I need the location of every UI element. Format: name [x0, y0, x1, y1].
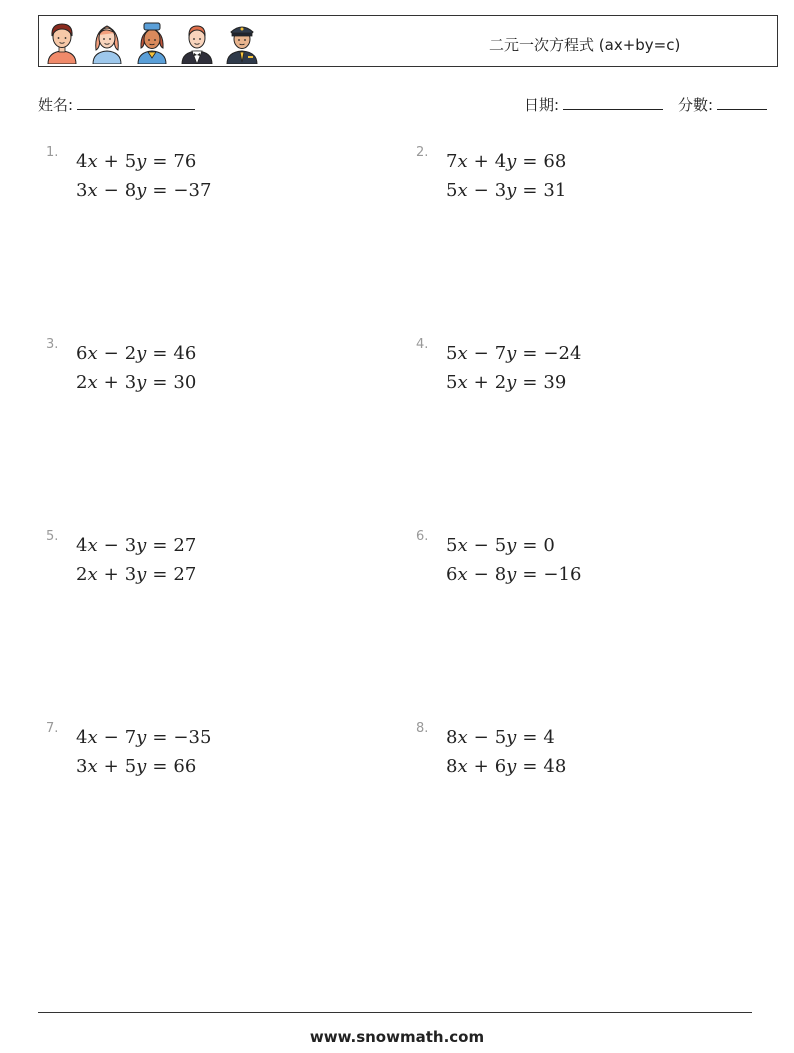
waiter-avatar-icon: [180, 20, 214, 64]
coef-b: 8: [124, 180, 137, 201]
constant: 27: [173, 564, 197, 585]
operator: −: [103, 343, 119, 364]
var-y: y: [136, 535, 147, 556]
var-x: x: [457, 756, 468, 777]
equation-1: [76, 727, 211, 753]
problem-item: [416, 721, 756, 801]
equation-2: [76, 564, 196, 590]
problem-number: 1.: [46, 145, 59, 160]
date-blank[interactable]: [563, 95, 663, 110]
constant: −16: [543, 564, 582, 585]
equals-sign: =: [152, 756, 168, 777]
problem-item: [46, 145, 386, 225]
equals-sign: =: [152, 727, 168, 748]
coef-b: 7: [124, 727, 137, 748]
coef-a: 7: [446, 151, 458, 172]
constant: 46: [173, 343, 197, 364]
constant: 31: [543, 180, 567, 201]
pilot-avatar-icon: [225, 20, 259, 64]
operator: +: [103, 151, 119, 172]
problem-item: [46, 337, 386, 417]
var-y: y: [506, 372, 517, 393]
coef-b: 8: [494, 564, 507, 585]
operator: −: [103, 727, 119, 748]
equation-1: [76, 535, 196, 561]
var-x: x: [87, 180, 98, 201]
equals-sign: =: [522, 756, 538, 777]
coef-b: 2: [494, 372, 507, 393]
equation-1: [76, 343, 196, 369]
equals-sign: =: [152, 372, 168, 393]
var-y: y: [506, 564, 517, 585]
var-x: x: [457, 372, 468, 393]
name-blank[interactable]: [77, 95, 195, 110]
var-y: y: [136, 564, 147, 585]
coef-a: 3: [76, 756, 88, 777]
coef-b: 2: [124, 343, 137, 364]
coef-b: 7: [494, 343, 507, 364]
boy-avatar-icon: [45, 20, 79, 64]
operator: −: [473, 564, 489, 585]
name-label: 姓名:: [38, 96, 74, 114]
name-field[interactable]: [38, 94, 195, 115]
equals-sign: =: [152, 343, 168, 364]
coef-b: 5: [124, 756, 137, 777]
var-y: y: [506, 535, 517, 556]
equals-sign: =: [522, 343, 538, 364]
problem-number: 7.: [46, 721, 59, 736]
operator: +: [103, 372, 119, 393]
equation-2: [446, 180, 566, 206]
problem-number: 4.: [416, 337, 429, 352]
score-field[interactable]: [678, 94, 767, 115]
equals-sign: =: [522, 564, 538, 585]
equation-2: [76, 756, 196, 782]
var-y: y: [506, 151, 517, 172]
equation-2: [446, 372, 566, 398]
date-field[interactable]: [524, 94, 663, 115]
var-x: x: [457, 151, 468, 172]
equals-sign: =: [152, 564, 168, 585]
header-box: [38, 15, 778, 67]
flight-attendant-avatar-icon: [135, 20, 169, 64]
coef-a: 4: [76, 151, 88, 172]
constant: 27: [173, 535, 197, 556]
constant: 4: [543, 727, 555, 748]
var-x: x: [87, 343, 98, 364]
problem-number: 3.: [46, 337, 59, 352]
coef-b: 6: [494, 756, 507, 777]
constant: 39: [543, 372, 567, 393]
coef-b: 3: [124, 372, 137, 393]
operator: +: [473, 372, 489, 393]
equals-sign: =: [522, 180, 538, 201]
equation-1: [446, 535, 555, 561]
problem-number: 5.: [46, 529, 59, 544]
coef-a: 8: [446, 756, 458, 777]
coef-a: 2: [76, 372, 88, 393]
var-x: x: [87, 535, 98, 556]
coef-b: 5: [494, 727, 507, 748]
footer-divider: [38, 1012, 752, 1013]
var-y: y: [136, 727, 147, 748]
coef-a: 5: [446, 535, 458, 556]
operator: +: [103, 564, 119, 585]
var-x: x: [457, 564, 468, 585]
equals-sign: =: [152, 151, 168, 172]
coef-a: 5: [446, 180, 458, 201]
coef-b: 5: [124, 151, 137, 172]
coef-a: 2: [76, 564, 88, 585]
footer-url: www.snowmath.com: [309, 1028, 485, 1046]
score-blank[interactable]: [717, 95, 767, 110]
problem-item: [46, 529, 386, 609]
constant: 66: [173, 756, 197, 777]
coef-a: 8: [446, 727, 458, 748]
equation-1: [76, 151, 196, 177]
var-x: x: [87, 727, 98, 748]
var-x: x: [457, 727, 468, 748]
operator: −: [473, 727, 489, 748]
operator: −: [103, 180, 119, 201]
date-label: 日期:: [524, 96, 560, 114]
coef-a: 4: [76, 535, 88, 556]
coef-b: 4: [494, 151, 507, 172]
var-x: x: [87, 151, 98, 172]
constant: −35: [173, 727, 212, 748]
coef-a: 6: [446, 564, 458, 585]
var-x: x: [457, 343, 468, 364]
coef-a: 5: [446, 343, 458, 364]
var-y: y: [506, 180, 517, 201]
var-y: y: [506, 756, 517, 777]
equals-sign: =: [522, 372, 538, 393]
worksheet-title: 二元一次方程式 (ax+by=c): [489, 36, 681, 54]
var-y: y: [136, 151, 147, 172]
operator: −: [473, 535, 489, 556]
coef-b: 3: [124, 564, 137, 585]
equation-1: [446, 151, 566, 177]
constant: 0: [543, 535, 555, 556]
equation-1: [446, 727, 555, 753]
operator: +: [103, 756, 119, 777]
var-x: x: [87, 756, 98, 777]
var-x: x: [457, 180, 468, 201]
coef-b: 3: [494, 180, 507, 201]
operator: +: [473, 151, 489, 172]
equals-sign: =: [152, 180, 168, 201]
coef-a: 5: [446, 372, 458, 393]
problem-number: 2.: [416, 145, 429, 160]
constant: −24: [543, 343, 582, 364]
var-y: y: [506, 343, 517, 364]
equals-sign: =: [522, 535, 538, 556]
problem-item: [416, 337, 756, 417]
operator: −: [473, 180, 489, 201]
equation-2: [446, 756, 566, 782]
constant: 48: [543, 756, 567, 777]
equation-2: [76, 180, 211, 206]
constant: 30: [173, 372, 197, 393]
constant: 76: [173, 151, 197, 172]
score-label: 分數:: [678, 96, 714, 114]
operator: −: [103, 535, 119, 556]
var-y: y: [136, 180, 147, 201]
var-y: y: [136, 756, 147, 777]
equals-sign: =: [152, 535, 168, 556]
var-x: x: [87, 372, 98, 393]
problem-item: [416, 145, 756, 225]
var-y: y: [136, 343, 147, 364]
equation-2: [446, 564, 581, 590]
coef-a: 3: [76, 180, 88, 201]
operator: −: [473, 343, 489, 364]
coef-a: 6: [76, 343, 88, 364]
equals-sign: =: [522, 727, 538, 748]
coef-b: 5: [494, 535, 507, 556]
girl-avatar-icon: [90, 20, 124, 64]
equation-1: [446, 343, 581, 369]
var-x: x: [87, 564, 98, 585]
var-y: y: [506, 727, 517, 748]
problem-item: [46, 721, 386, 801]
operator: +: [473, 756, 489, 777]
problem-item: [416, 529, 756, 609]
constant: −37: [173, 180, 212, 201]
equation-2: [76, 372, 196, 398]
var-y: y: [136, 372, 147, 393]
equals-sign: =: [522, 151, 538, 172]
var-x: x: [457, 535, 468, 556]
problem-number: 8.: [416, 721, 429, 736]
constant: 68: [543, 151, 567, 172]
problem-number: 6.: [416, 529, 429, 544]
coef-a: 4: [76, 727, 88, 748]
coef-b: 3: [124, 535, 137, 556]
